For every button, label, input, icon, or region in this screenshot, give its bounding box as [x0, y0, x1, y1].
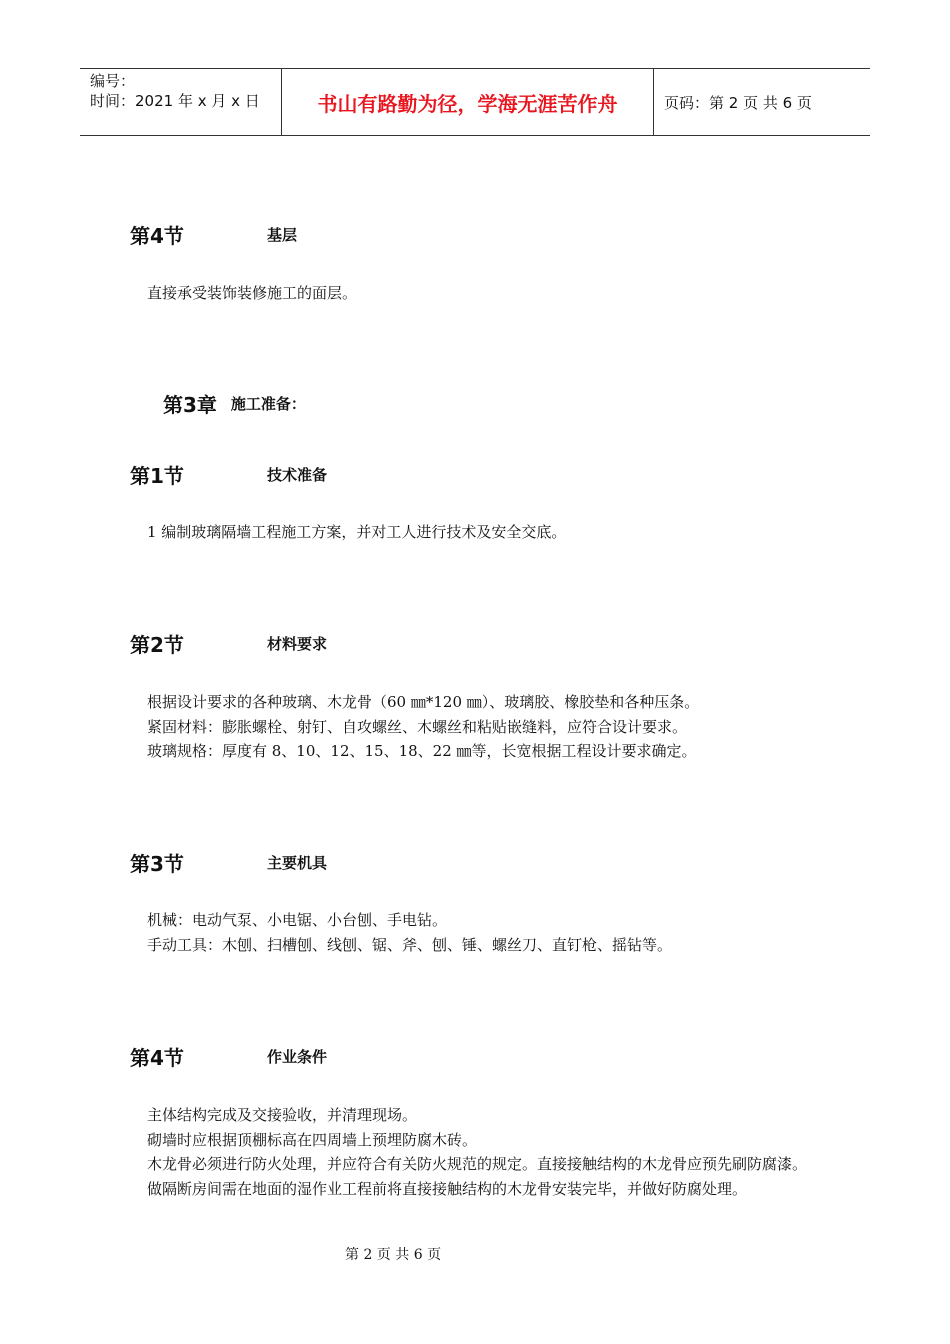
section-number: 第4节	[130, 1046, 184, 1070]
section-number: 第1节	[130, 464, 184, 488]
section-title: 基层	[267, 226, 298, 244]
section-body-conditions	[114, 1103, 834, 1201]
paragraph: 砌墙时应根据顶棚标高在四周墙上预埋防腐木砖。	[147, 1130, 478, 1149]
section-number: 第3节	[130, 852, 184, 876]
header-meta	[80, 69, 282, 135]
paragraph: 机械：电动气泵、小电锯、小台刨、手电钻。	[147, 911, 448, 929]
section-body-tech	[114, 520, 834, 545]
paragraph: 紧固材料：膨胀螺栓、射钉、自攻螺丝、木螺丝和粘贴嵌缝料，应符合设计要求。	[147, 717, 688, 736]
paragraph: 玻璃规格：厚度有 8、10、12、15、18、22 ㎜等，长宽根据工程设计要求确定。	[147, 742, 697, 760]
paragraph: 1 编制玻璃隔墙工程施工方案，并对工人进行技术及安全交底。	[147, 523, 567, 541]
page-header	[80, 68, 870, 136]
header-motto: 书山有路勤为径，学海无涯苦作舟	[282, 69, 654, 135]
section-title: 材料要求	[267, 635, 328, 653]
section-body-base	[114, 281, 834, 306]
paragraph: 主体结构完成及交接验收，并清理现场。	[147, 1106, 418, 1124]
section-heading-conditions	[130, 1042, 327, 1071]
section-body-tools	[114, 908, 834, 957]
section-number: 第2节	[130, 633, 184, 657]
number-label: 编号：	[90, 72, 136, 90]
section-title: 作业条件	[267, 1048, 328, 1066]
section-heading-base	[130, 220, 297, 249]
time-label: 时间：2021 年 x 月 x 日	[90, 92, 260, 110]
page-footer: 第 2 页 共 6 页	[345, 1247, 442, 1263]
section-number: 第4节	[130, 224, 184, 248]
section-title: 主要机具	[267, 854, 328, 872]
chapter-heading	[163, 389, 306, 418]
paragraph: 直接承受装饰装修施工的面层。	[147, 284, 358, 302]
section-heading-tech	[130, 460, 327, 489]
section-title: 技术准备	[267, 466, 328, 484]
paragraph: 手动工具：木刨、扫槽刨、线刨、锯、斧、刨、锤、螺丝刀、直钉枪、摇钻等。	[147, 935, 673, 954]
header-page-label: 页码：第 2 页 共 6 页	[664, 93, 812, 112]
section-heading-tools	[130, 848, 327, 877]
paragraph: 木龙骨必须进行防火处理，并应符合有关防火规范的规定。直接接触结构的木龙骨应预先刷防腐漆。	[147, 1155, 808, 1173]
chapter-number: 第3章	[163, 393, 217, 417]
paragraph: 做隔断房间需在地面的湿作业工程前将直接接触结构的木龙骨安装完毕，并做好防腐处理。	[147, 1179, 748, 1198]
paragraph: 根据设计要求的各种玻璃、木龙骨（60 ㎜*120 ㎜）、玻璃胶、橡胶垫和各种压条。	[147, 693, 700, 711]
section-heading-material	[130, 629, 327, 658]
chapter-title: 施工准备：	[230, 395, 306, 413]
section-body-material	[114, 690, 834, 764]
